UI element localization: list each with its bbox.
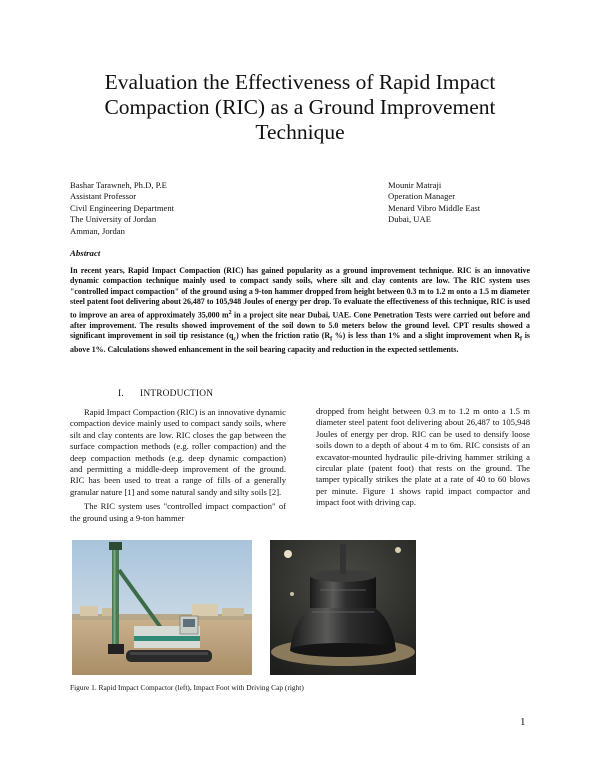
- author-affiliation-line: The University of Jordan: [70, 214, 157, 225]
- section-heading: [118, 389, 213, 399]
- abstract-text-part: In recent years, Rapid Impact Compaction (RIC) has gained popularity as a ground improvement technique. RIC is an innovative dynamic compaction technique mainly used to compact sandy soils, where silt and clay contents are low. The RIC system uses "controlled impact compaction" of the ground using a 9-ton hammer dropped from height between 0.3 m to 1.2 m onto a 1.5 m diameter steel patent foot delivering about 26,487 to 105,948 Joules of energy per drop. To evaluate the effectiveness of this technique, RIC is used to improve an area of approximately 35,000 m: [70, 266, 530, 320]
- abstract-text-part: is above 1%. Calculations showed enhancement in the soil bearing capacity and reduction in the expected settlements.: [70, 331, 530, 355]
- impact-foot-photo: [270, 540, 416, 675]
- left-column: [70, 407, 286, 524]
- figure-rapid-impact-compactor: [72, 540, 252, 675]
- author-affiliation-line: Civil Engineering Department: [70, 202, 175, 213]
- abstract-text: [70, 266, 530, 355]
- subscript: f: [330, 336, 333, 343]
- author-affiliation-line: Menard Vibro Middle East: [388, 202, 481, 213]
- figure-impact-foot: [270, 540, 416, 675]
- author-name: Mounir Matraji: [388, 180, 442, 190]
- body-paragraph: The RIC system uses "controlled impact compaction" of the ground using a 9-ton hammer: [70, 501, 286, 523]
- author-name: Bashar Tarawneh, Ph.D, P.E: [70, 180, 167, 190]
- abstract-text-part: ) when the friction ratio (R: [236, 331, 331, 341]
- section-title: INTRODUCTION: [140, 389, 214, 399]
- author-block-1: [70, 180, 174, 237]
- section-number: I.: [118, 389, 124, 399]
- compactor-photo: [72, 540, 252, 675]
- page-number: 1: [520, 716, 526, 728]
- superscript: 2: [228, 309, 232, 316]
- subscript: f: [520, 336, 523, 343]
- abstract-text-part: in a project site near Dubai, UAE. Cone Penetration Tests were carried out before and after improvement. The results showed improvement of the soil down to 5.0 meters below the ground level. CPT results showed a significant improvement in soil tip resistance (q: [70, 310, 530, 341]
- author-affiliation-line: Assistant Professor: [70, 191, 137, 202]
- right-column: [316, 406, 530, 509]
- author-block-2: [388, 180, 480, 226]
- abstract-text-part: %) is less than 1% and a slight improvement when R: [332, 331, 521, 341]
- body-paragraph: dropped from height between 0.3 m to 1.2 m onto a 1.5 m diameter steel patent foot delivering about 26,487 to 105,948 Joules of energy per drop. RIC can be used to densify loose soils down to a depth of about 4 m to 6m. RIC consists of an excavator-mounted hydraulic pile-driving hammer striking a circular plate (patent foot) that rests on the ground. The tamper typically strikes the plate at a rate of 40 to 60 blows per minute. Figure 1 shows rapid impact compactor and impact foot with driving cap.: [316, 406, 530, 508]
- author-affiliation-line: Amman, Jordan: [70, 225, 125, 236]
- body-paragraph: Rapid Impact Compaction (RIC) is an innovative dynamic compaction device mainly used to compact sandy soils, where silt and clay contents are low. RIC closes the gap between the surface compaction methods (e.g. roller compaction) and the deep compaction methods (e.g. deep dynamic compaction) and permitting a middle-deep improvement of the ground. RIC has been used to treat a range of fills of a generally granular nature [1] and some natural sandy and silty soils [2].: [70, 407, 286, 497]
- abstract-heading: Abstract: [70, 248, 101, 258]
- subscript: c: [233, 336, 237, 343]
- author-affiliation-line: Operation Manager: [388, 191, 456, 202]
- figure-caption: Figure 1. Rapid Impact Compactor (left), Impact Foot with Driving Cap (right): [70, 683, 304, 692]
- paper-title: Evaluation the Effectiveness of Rapid Impact Compaction (RIC) as a Ground Improvement Technique: [104, 70, 496, 144]
- author-affiliation-line: Dubai, UAE: [388, 214, 431, 225]
